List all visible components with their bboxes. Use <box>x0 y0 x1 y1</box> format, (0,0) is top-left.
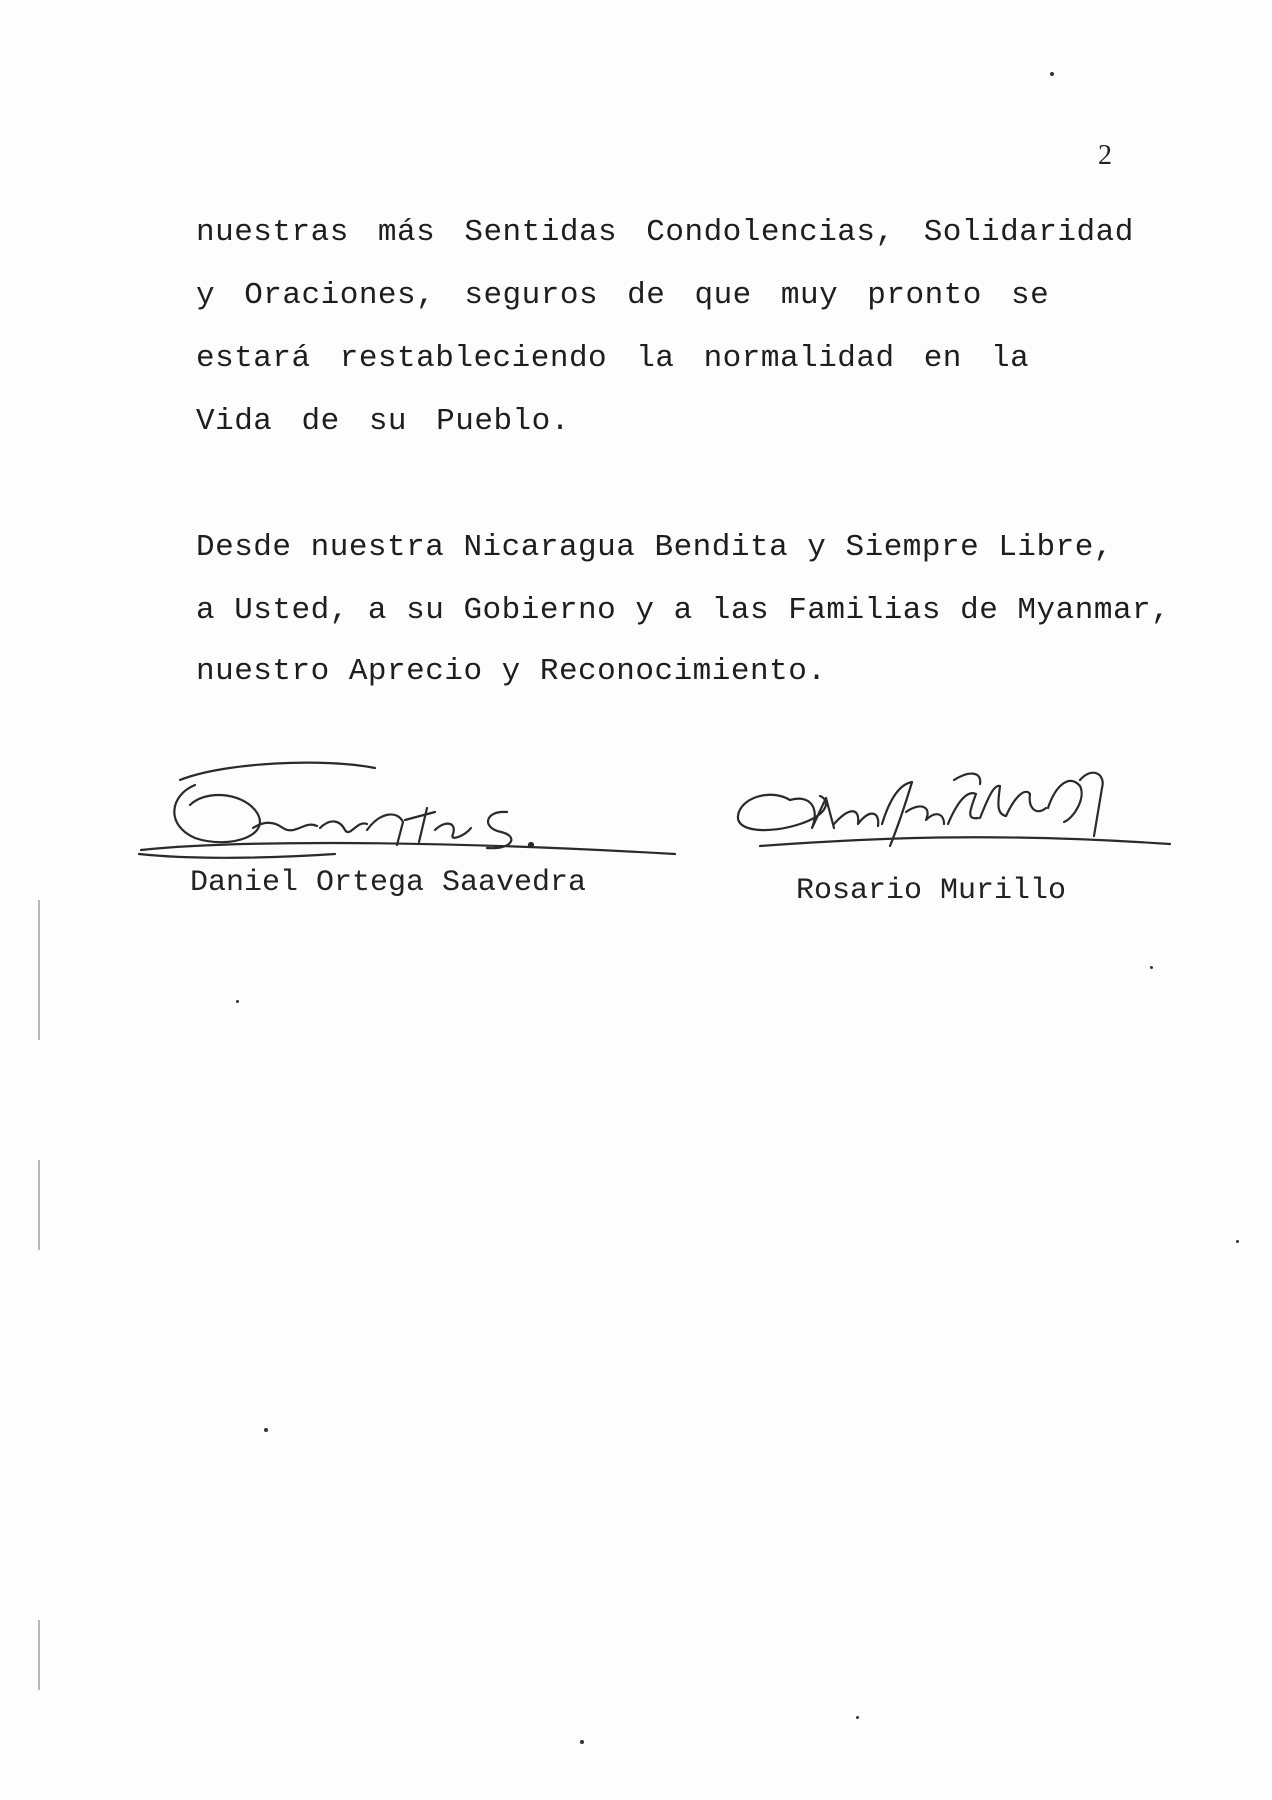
page-number: 2 <box>1098 140 1112 171</box>
scan-speck <box>1236 1240 1239 1243</box>
scan-speck <box>856 1716 859 1719</box>
paragraph-line: a Usted, a su Gobierno y a las Familias de Myanmar, <box>196 593 1171 628</box>
paragraph-line: Desde nuestra Nicaragua Bendita y Siempre Libre, <box>196 530 1113 565</box>
scan-speck <box>1150 966 1153 969</box>
scan-speck <box>580 1740 584 1744</box>
paragraph-line: nuestras más Sentidas Condolencias, Solidaridad <box>196 215 1134 250</box>
scan-speck <box>1050 72 1054 76</box>
paragraph-line: nuestro Aprecio y Reconocimiento. <box>196 654 827 689</box>
paragraph-line: Vida de su Pueblo. <box>196 404 570 439</box>
scan-edge-mark <box>38 1160 40 1250</box>
signature-right <box>730 728 1180 878</box>
paragraph-line: estará restableciendo la normalidad en la <box>196 341 1030 376</box>
signatory-name-right: Rosario Murillo <box>796 874 1067 908</box>
signatory-name-left: Daniel Ortega Saavedra <box>190 866 587 900</box>
scan-speck <box>264 1428 268 1432</box>
scan-edge-mark <box>38 900 40 1040</box>
scan-edge-mark <box>38 1620 40 1690</box>
scan-speck <box>236 1000 239 1003</box>
paragraph-line: y Oraciones, seguros de que muy pronto se <box>196 278 1050 313</box>
signature-left <box>135 750 695 865</box>
